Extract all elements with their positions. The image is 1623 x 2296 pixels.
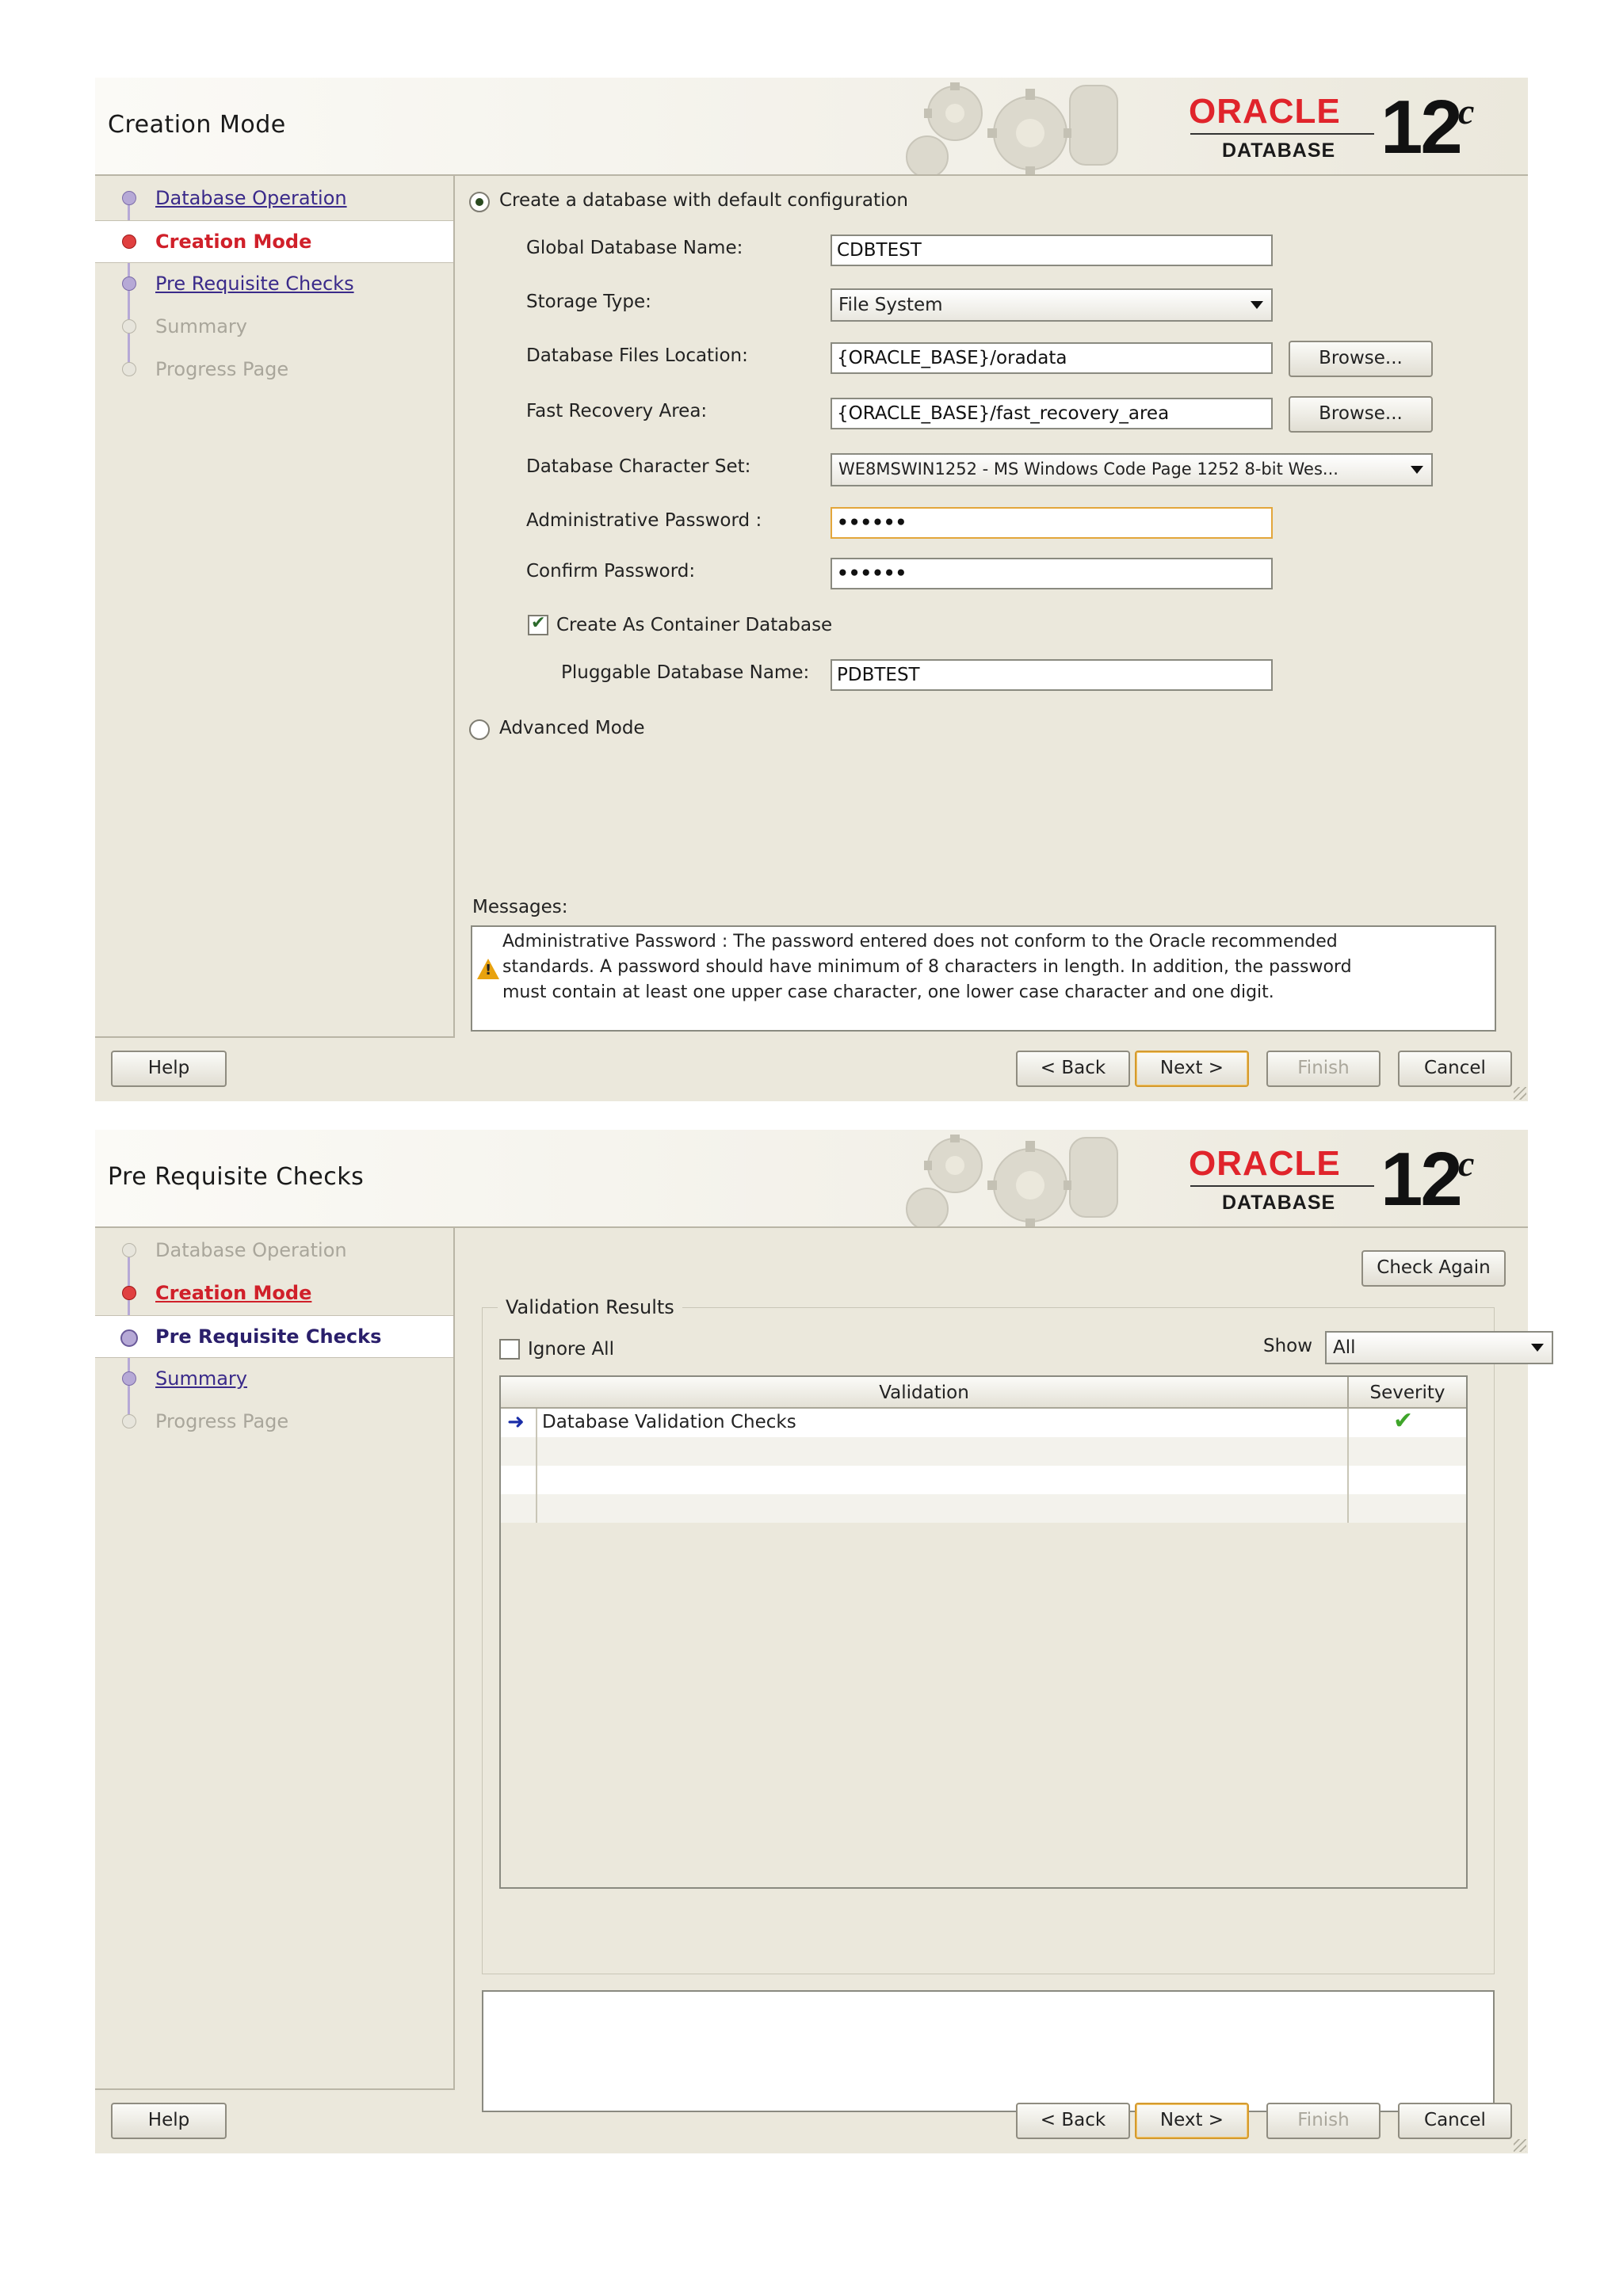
default-config-label: Create a database with default configuration: [499, 190, 908, 211]
admin-password-label: Administrative Password :: [526, 510, 762, 531]
dbca-window-creation-mode: [95, 78, 1528, 1101]
global-db-name-input[interactable]: CDBTEST: [831, 235, 1273, 266]
step-summary: [95, 306, 453, 347]
step-label: Creation Mode: [155, 231, 312, 253]
step-label: Pre Requisite Checks: [155, 273, 354, 295]
storage-type-value: File System: [838, 295, 943, 315]
messages-box: [471, 925, 1496, 1032]
back-button[interactable]: < Back: [1016, 1051, 1130, 1087]
step-label: Progress Page: [155, 358, 289, 380]
container-db-label: Create As Container Database: [556, 615, 833, 635]
step-pre-requisite-checks[interactable]: [95, 1315, 453, 1358]
arrow-right-icon: ➜: [507, 1410, 525, 1434]
pluggable-db-name-input[interactable]: PDBTEST: [831, 659, 1273, 691]
step-summary[interactable]: [95, 1358, 453, 1399]
default-config-radio[interactable]: [469, 192, 490, 212]
fast-recovery-area-input[interactable]: {ORACLE_BASE}/fast_recovery_area: [831, 398, 1273, 429]
cancel-button[interactable]: Cancel: [1398, 1051, 1512, 1087]
column-divider: [536, 1409, 537, 1523]
page-title: Creation Mode: [108, 111, 286, 139]
table-row[interactable]: [501, 1409, 1466, 1437]
table-row-empty: [501, 1494, 1466, 1523]
container-db-checkbox[interactable]: [528, 615, 548, 635]
logo-version: 12: [1381, 1137, 1461, 1222]
step-navigator: [95, 1228, 455, 2090]
logo-product: DATABASE: [1222, 139, 1336, 162]
warning-icon: [477, 959, 499, 979]
header: [95, 78, 1528, 176]
step-database-operation: [95, 1230, 453, 1271]
oracle-logo: [1189, 87, 1522, 170]
next-button[interactable]: Next >: [1135, 2103, 1249, 2139]
message-line: Administrative Password : The password entered does not conform to the Oracle recommended: [502, 932, 1338, 952]
step-navigator: [95, 176, 455, 1038]
help-button[interactable]: Help: [111, 2103, 227, 2139]
dbca-window-prereq-checks: [95, 1130, 1528, 2153]
step-current-icon: [122, 235, 136, 249]
step-bullet-icon: [122, 1371, 136, 1386]
db-files-location-label: Database Files Location:: [526, 345, 748, 366]
logo-product: DATABASE: [1222, 1192, 1336, 1214]
step-bullet-icon: [122, 319, 136, 334]
advanced-mode-radio[interactable]: [469, 719, 490, 740]
cancel-button[interactable]: Cancel: [1398, 2103, 1512, 2139]
logo-rule: [1190, 1185, 1374, 1187]
validation-table: [499, 1375, 1468, 1889]
message-line: must contain at least one upper case character, one lower case character and one digit.: [502, 982, 1274, 1002]
finish-button: Finish: [1266, 1051, 1381, 1087]
logo-version-suffix: c: [1458, 91, 1475, 132]
confirm-password-label: Confirm Password:: [526, 561, 696, 582]
table-row-empty: [501, 1437, 1466, 1466]
check-again-button[interactable]: Check Again: [1361, 1250, 1506, 1287]
confirm-password-input[interactable]: ••••••: [831, 558, 1273, 589]
ignore-all-checkbox[interactable]: [499, 1339, 520, 1360]
chevron-down-icon: [1531, 1344, 1544, 1352]
finish-button: Finish: [1266, 2103, 1381, 2139]
step-bullet-icon: [122, 1243, 136, 1257]
logo-brand: ORACLE: [1189, 1144, 1341, 1183]
step-current-icon: [120, 1329, 138, 1347]
validation-name: Database Validation Checks: [542, 1412, 796, 1432]
check-passed-icon: ✔: [1393, 1407, 1414, 1435]
back-button[interactable]: < Back: [1016, 2103, 1130, 2139]
step-label: Progress Page: [155, 1410, 289, 1432]
storage-type-select[interactable]: [831, 288, 1273, 322]
column-header-validation[interactable]: Validation: [501, 1377, 1347, 1409]
validation-results-title: Validation Results: [498, 1296, 682, 1318]
step-bullet-icon: [122, 362, 136, 376]
step-creation-mode[interactable]: [95, 220, 453, 263]
logo-rule: [1190, 133, 1374, 135]
page-title: Pre Requisite Checks: [108, 1163, 365, 1191]
chevron-down-icon: [1251, 301, 1263, 309]
storage-type-label: Storage Type:: [526, 292, 651, 312]
gears-graphic-icon: [880, 78, 1149, 174]
step-label: Database Operation: [155, 1239, 347, 1261]
logo-version-suffix: c: [1458, 1143, 1475, 1184]
ignore-all-label: Ignore All: [528, 1339, 614, 1360]
show-label: Show: [1263, 1336, 1313, 1356]
show-filter-select[interactable]: [1325, 1331, 1553, 1364]
step-database-operation[interactable]: [95, 177, 453, 219]
resize-grip[interactable]: [1514, 1087, 1526, 1100]
browse-db-files-button[interactable]: Browse...: [1289, 341, 1433, 377]
details-box: [482, 1990, 1495, 2112]
admin-password-input[interactable]: ••••••: [831, 507, 1273, 539]
character-set-value: WE8MSWIN1252 - MS Windows Code Page 1252 8-bit Wes...: [838, 460, 1338, 479]
creation-mode-panel: [455, 176, 1528, 1036]
step-label: Summary: [155, 315, 247, 338]
next-button[interactable]: Next >: [1135, 1051, 1249, 1087]
chevron-down-icon: [1411, 466, 1423, 474]
step-creation-mode[interactable]: [95, 1272, 453, 1314]
column-header-severity[interactable]: Severity: [1347, 1377, 1466, 1409]
pluggable-db-name-label: Pluggable Database Name:: [561, 662, 810, 683]
message-line: standards. A password should have minimum of 8 characters in length. In addition, the password: [502, 957, 1352, 977]
browse-recovery-area-button[interactable]: Browse...: [1289, 396, 1433, 433]
step-done-icon: [122, 1286, 136, 1300]
help-button[interactable]: Help: [111, 1051, 227, 1087]
logo-brand: ORACLE: [1189, 92, 1341, 131]
step-progress-page: [95, 349, 453, 390]
step-bullet-icon: [122, 1414, 136, 1428]
logo-version: 12: [1381, 85, 1461, 170]
step-bullet-icon: [122, 277, 136, 291]
resize-grip[interactable]: [1514, 2139, 1526, 2152]
global-db-name-label: Global Database Name:: [526, 238, 743, 258]
show-filter-value: All: [1333, 1337, 1356, 1358]
db-files-location-input[interactable]: {ORACLE_BASE}/oradata: [831, 342, 1273, 374]
oracle-logo: [1189, 1139, 1522, 1222]
gears-graphic-icon: [880, 1130, 1149, 1226]
step-pre-requisite-checks[interactable]: [95, 263, 453, 304]
step-label: Summary: [155, 1367, 247, 1390]
advanced-mode-label: Advanced Mode: [499, 718, 645, 738]
step-label: Pre Requisite Checks: [155, 1325, 382, 1348]
messages-label: Messages:: [472, 897, 568, 917]
header: [95, 1130, 1528, 1228]
table-row-empty: [501, 1466, 1466, 1494]
fast-recovery-area-label: Fast Recovery Area:: [526, 401, 708, 421]
step-progress-page: [95, 1401, 453, 1442]
step-label: Creation Mode: [155, 1282, 312, 1304]
prereq-checks-panel: [455, 1228, 1528, 2088]
step-bullet-icon: [122, 191, 136, 205]
column-divider: [1347, 1409, 1349, 1523]
character-set-select[interactable]: [831, 453, 1433, 486]
character-set-label: Database Character Set:: [526, 456, 751, 477]
step-label: Database Operation: [155, 187, 347, 209]
